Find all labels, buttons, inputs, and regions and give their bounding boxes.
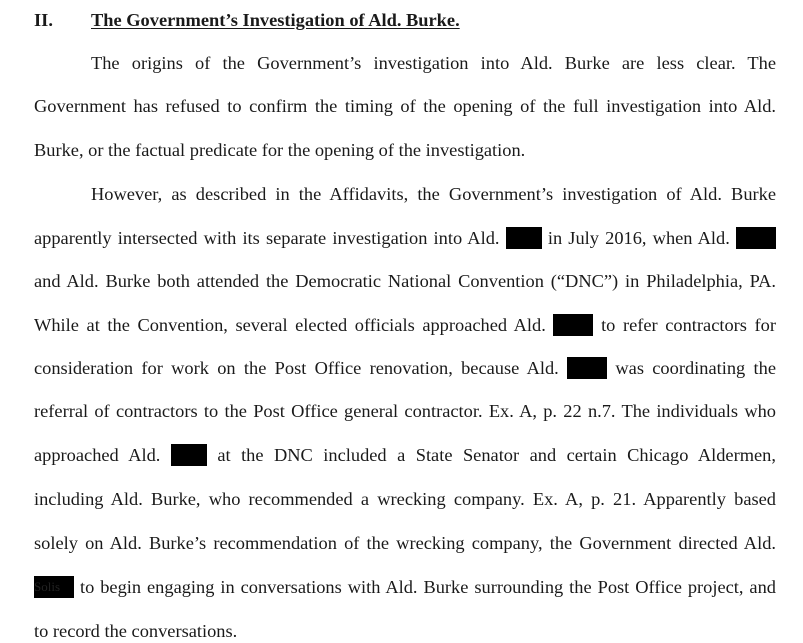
p2-line-9: solely on Ald. Burke’s recommendation of the wrecking company, the Government directed Ald. (34, 533, 776, 553)
p2-line-3: and Ald. Burke both attended the Democratic National Convention (“DNC”) in Philadelphia, PA. (34, 271, 776, 291)
p2-line-1: However, as described in the Affidavits, the Government’s investigation of Ald. Burke (91, 184, 776, 204)
section-number: II. (34, 10, 53, 30)
section-title: The Government’s Investigation of Ald. Burke. (91, 10, 460, 30)
section-heading (34, 9, 460, 31)
p2-line-10 (34, 576, 776, 598)
p2-line-11: to record the conversations. (34, 621, 238, 641)
redacted-name-solis: Solis (34, 576, 74, 598)
p2-line-4-text-b: to refer contractors for (601, 315, 776, 335)
redaction-block (506, 227, 542, 249)
p2-line-2 (34, 227, 776, 249)
p2-line-5 (34, 357, 776, 379)
p2-line-7-text-a: approached Ald. (34, 445, 161, 465)
p2-line-2-text-b: in July 2016, when Ald. (547, 228, 730, 248)
p2-line-5-text-a: consideration for work on the Post Office renovation, because Ald. (34, 358, 559, 378)
redaction-block (553, 314, 593, 336)
redaction-block (567, 357, 607, 379)
p2-line-7 (34, 444, 776, 466)
p1-line-1: The origins of the Government’s investigation into Ald. Burke are less clear. The (91, 53, 776, 73)
p2-line-5-text-b: was coordinating the (615, 358, 776, 378)
p1-line-3: Burke, or the factual predicate for the opening of the investigation. (34, 140, 526, 160)
redaction-block (171, 444, 207, 466)
p2-line-8: including Ald. Burke, who recommended a wrecking company. Ex. A, p. 21. Apparently based (34, 489, 776, 509)
p2-line-4-text-a: While at the Convention, several elected officials approached Ald. (34, 315, 546, 335)
redaction-block (736, 227, 776, 249)
p2-line-10-text: to begin engaging in conversations with Ald. Burke surrounding the Post Office project, and (79, 577, 776, 597)
p2-line-7-text-b: at the DNC included a State Senator and certain Chicago Aldermen, (217, 445, 776, 465)
p2-line-6: referral of contractors to the Post Office general contractor. Ex. A, p. 22 n.7. The individuals who (34, 401, 776, 421)
p2-line-2-text-a: apparently intersected with its separate investigation into Ald. (34, 228, 500, 248)
p2-line-4 (34, 314, 776, 336)
p1-line-2: Government has refused to confirm the timing of the opening of the full investigation into Ald. (34, 96, 776, 116)
